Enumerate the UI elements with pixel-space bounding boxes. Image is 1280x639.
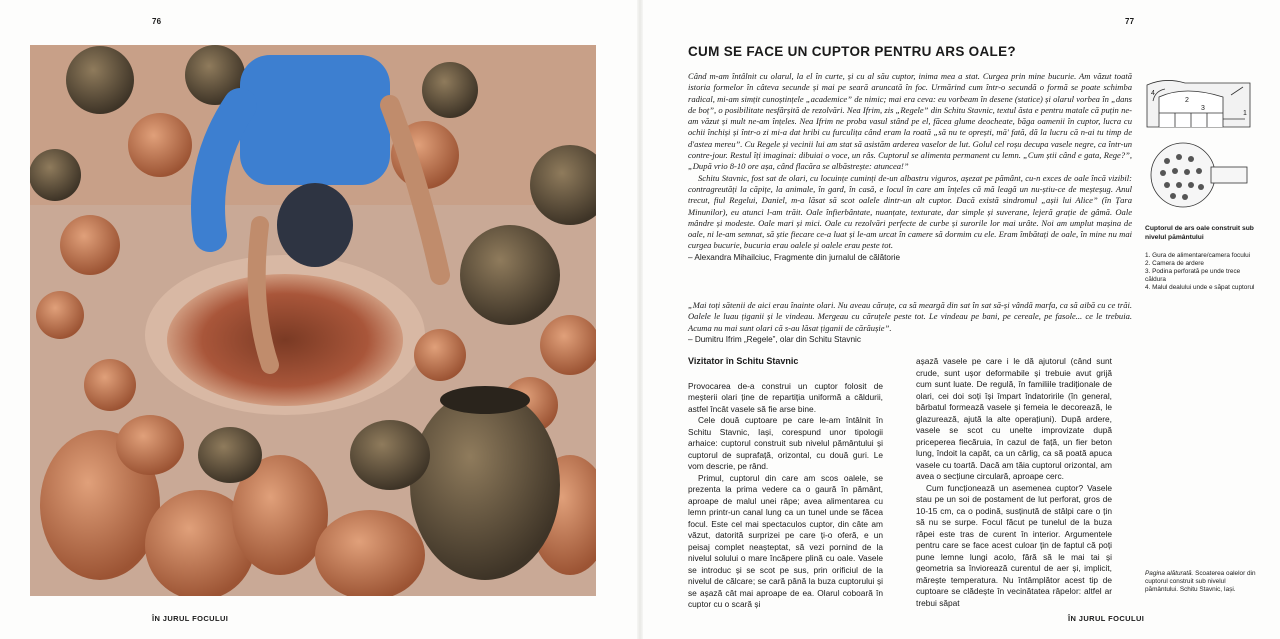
journal-quote	[688, 71, 1132, 263]
article-column-1	[688, 356, 883, 611]
potter-quote	[688, 300, 1132, 345]
book-gutter	[637, 0, 643, 639]
photo-caption	[1145, 570, 1257, 594]
pottery-kiln-photo	[30, 45, 596, 596]
quote-paragraph: Când m-am întâlnit cu olarul, la el în curte, și cu al său cuptor, inima mea a stat. Curgea prin mine bucurie. Am văzut toată istoria formelor în câteva secunde și mai pe seară aruncată în foc. Urmărind cum într-o secundă o formă se poate schimba radical, mi-am simțit cunoștințele „academice” de nimic; mai era ceva: eu vorbeam în desene (statice) și olarul vorbea în „dans de boț”, o posibilitate nesfârșită de rezolvări. Nea Ifrim, zis „Regele” din Schitu Stavnic, textul ăsta e pentru matale că puțin ne-am văzut și mult ne-am înțeles. Nea Ifrim ne proba vasul stând pe el, făcea glume deocheate, băga oamenii în cuptor, lucra cu ochii închiși și într-o zi mi-a dat hribi cu furculița când eram la roată „să nu te oprești, mă' fată, dă la lucru că n-ai tu timp de d'astea mereu”. Cu Regele și vecinii lui am stat să asistăm arderea vaselor de lut. Golul cel roșu decupa vasele negre, ca într-un contre-jour. Restul îți imaginai: dibuiai o voce, un râs. Cuptorul se alimenta permanent cu lemn. „Cum știi când e gata, Rege?”, „După vrio 8-10 ore așa, când flacăra se albăstrește: atuncea!”	[688, 71, 1132, 172]
quote-attribution: – Alexandra Mihailciuc, Fragmente din jurnalul de călătorie	[688, 252, 901, 262]
left-page-number: 76	[152, 17, 162, 26]
photo-illustration	[30, 45, 596, 596]
section-title: Vizitator în Schitu Stavnic	[688, 356, 799, 366]
kiln-diagram	[1145, 75, 1255, 213]
quote-attribution: – Dumitru Ifrim „Regele”, olar din Schitu Stavnic	[688, 334, 861, 344]
diagram-label: 2	[1185, 97, 1189, 104]
quote-paragraph: Schitu Stavnic, fost sat de olari, cu locuințe cuminți de-un albastru viguros, așezat pe pământ, cu-n exces de oale încă vizibil: contragreutăți la căpițe, la animale, în gard, în casă, e locul în care am înțeles că mă leagă un nu-știu-ce de meșteșug. Anul trecut, fiul Regelui, Daniel, m-a lăsat să scot oalele dintr-un alt cuptor. Dacă există sindromul „așii lui Alice” (în Țara Minunilor), eu atunci l-am trăit. Oale înfierbântate, nuanțate, texturate, dar simple și suverane, lejeră grație de gâmă. Oale mândre și modeste. Oale mari și mici. Oale cu rezolvări perfecte de curbe și surorile lor mai urâte. Noi am umplut mașina de oale, ni le-am semnat, să știe fiecare ce-a luat și le-am urcat în camere să dormim cu ele. Eram îmbătați de oale, în mine nu mai curgea bucurie, bucuria erau oalele și oalele erau peste tot.	[688, 172, 1132, 251]
article-column-2	[916, 356, 1112, 609]
body-paragraph: Primul, cuptorul din care am scos oalele, se prezenta la prima vedere ca o gaură în pământ, aproape de malul unei râpe; avea alimentarea cu lemn printr-un canal lung ca un tunel unde se făcea focul. Este cel mai spectaculos cuptor, din câte am văzut, datorită surprizei pe care ți-o oferă, e un peisaj complet neașteptat, să vezi pornind de la nivelul solului o mare încăpere plină cu oale. Vasele se introduc și se scot pe sus, prin orificiul de la nivelul de călcare; se cară până la buza cuptorului și se așază cât mai aproape de ea. Olarul coboară în cuptor cu o scară și	[688, 472, 883, 609]
quote-paragraph: „Mai toți sătenii de aici erau înainte olari. Nu aveau căruțe, ca să meargă din sat în sat să-și vândă marfa, ca să aibă cu ce trăi. Oalele le luau țiganii și le vindeau. Mergeau cu căruțele peste tot. Le vindeau pe bani, pe cereale, pe fasole... ce le trebuia. Acuma nu mai sunt olari că s-au lăsat țiganii de cărăușie”.	[688, 300, 1132, 333]
body-paragraph: Cum funcționează un asemenea cuptor? Vasele stau pe un soi de postament de lut perforat, gros de 10-15 cm, ca o podină, susținută de stâlpi care o țin să nu se surpe. Focul făcut pe tunelul de la buza râpei este tras de curent în interior. Argumentele pentru care se face acest culoar țin de faptul că poți pune lemne lungi acolo, fără să le mai tai și geometria sa înviorează curentul de aer și, implicit, mărește temperatura. Nu întâmplător acest tip de cuptoare se clădește în vecinătatea râpelor: altfel ar trebui săpat	[916, 482, 1112, 608]
right-page-number: 77	[1125, 17, 1135, 26]
kiln-diagram-drawing	[1145, 75, 1255, 213]
page-headline: CUM SE FACE UN CUPTOR PENTRU ARS OALE?	[688, 44, 1016, 59]
body-paragraph: Provocarea de-a construi un cuptor folosit de meșterii olari ține de repartiția uniformă a căldurii, astfel încât vasele să fie arse bine.	[688, 380, 883, 414]
diagram-label: 4	[1151, 90, 1155, 97]
right-page-footer: ÎN JURUL FOCULUI	[1068, 614, 1145, 623]
legend-item: 2. Camera de ardere	[1145, 260, 1204, 268]
photo-caption-label: Pagina alăturată.	[1145, 570, 1194, 577]
photo-caption-text: Scoaterea oalelor din cuptorul construit sub nivelul pământului. Schitu Stavnic, Iași.	[1145, 570, 1256, 594]
body-paragraph: așază vasele pe care i le dă ajutorul (când sunt crude, sunt ușor deformabile și trebuie avut grijă cum sunt luate. De regulă, în familiile tradiționale de olari, cei doi soți își împart îndatoririle (în general, bărbatul formează vasele și femeia le decorează, le glazurează, ajută la alte operațiuni). După ardere, vasele se scot cu unelte improvizate după priceperea fiecăruia, în cazul de față, un fier beton lung, îndoit la capăt, ca un cârlig, ca să poată apuca vasele cu toartă. Dacă am tăia cuptorul orizontal, am avea o secțiune circulară, aproape cerc.	[916, 356, 1112, 481]
body-paragraph: Cele două cuptoare pe care le-am întâlnit în Schitu Stavnic, Iași, corespund unor tipologii arhaice: cuptorul construit sub nivelul pământului și cuptorul de suprafață, orizontal, cu două guri. Le vom descrie, pe rând.	[688, 415, 883, 471]
legend-item: 1. Gura de alimentare/camera focului	[1145, 252, 1251, 259]
diagram-label: 1	[1243, 110, 1247, 117]
diagram-label: 3	[1201, 105, 1205, 112]
legend-item: 3. Podina perforată pe unde trece căldura	[1145, 268, 1241, 284]
legend-item: 4. Malul dealului unde e săpat cuptorul	[1145, 284, 1255, 292]
left-page-footer: ÎN JURUL FOCULUI	[152, 614, 229, 623]
diagram-legend	[1145, 252, 1257, 292]
diagram-caption-title: Cuptorul de ars oale construit sub nivelul pământului	[1145, 225, 1254, 241]
